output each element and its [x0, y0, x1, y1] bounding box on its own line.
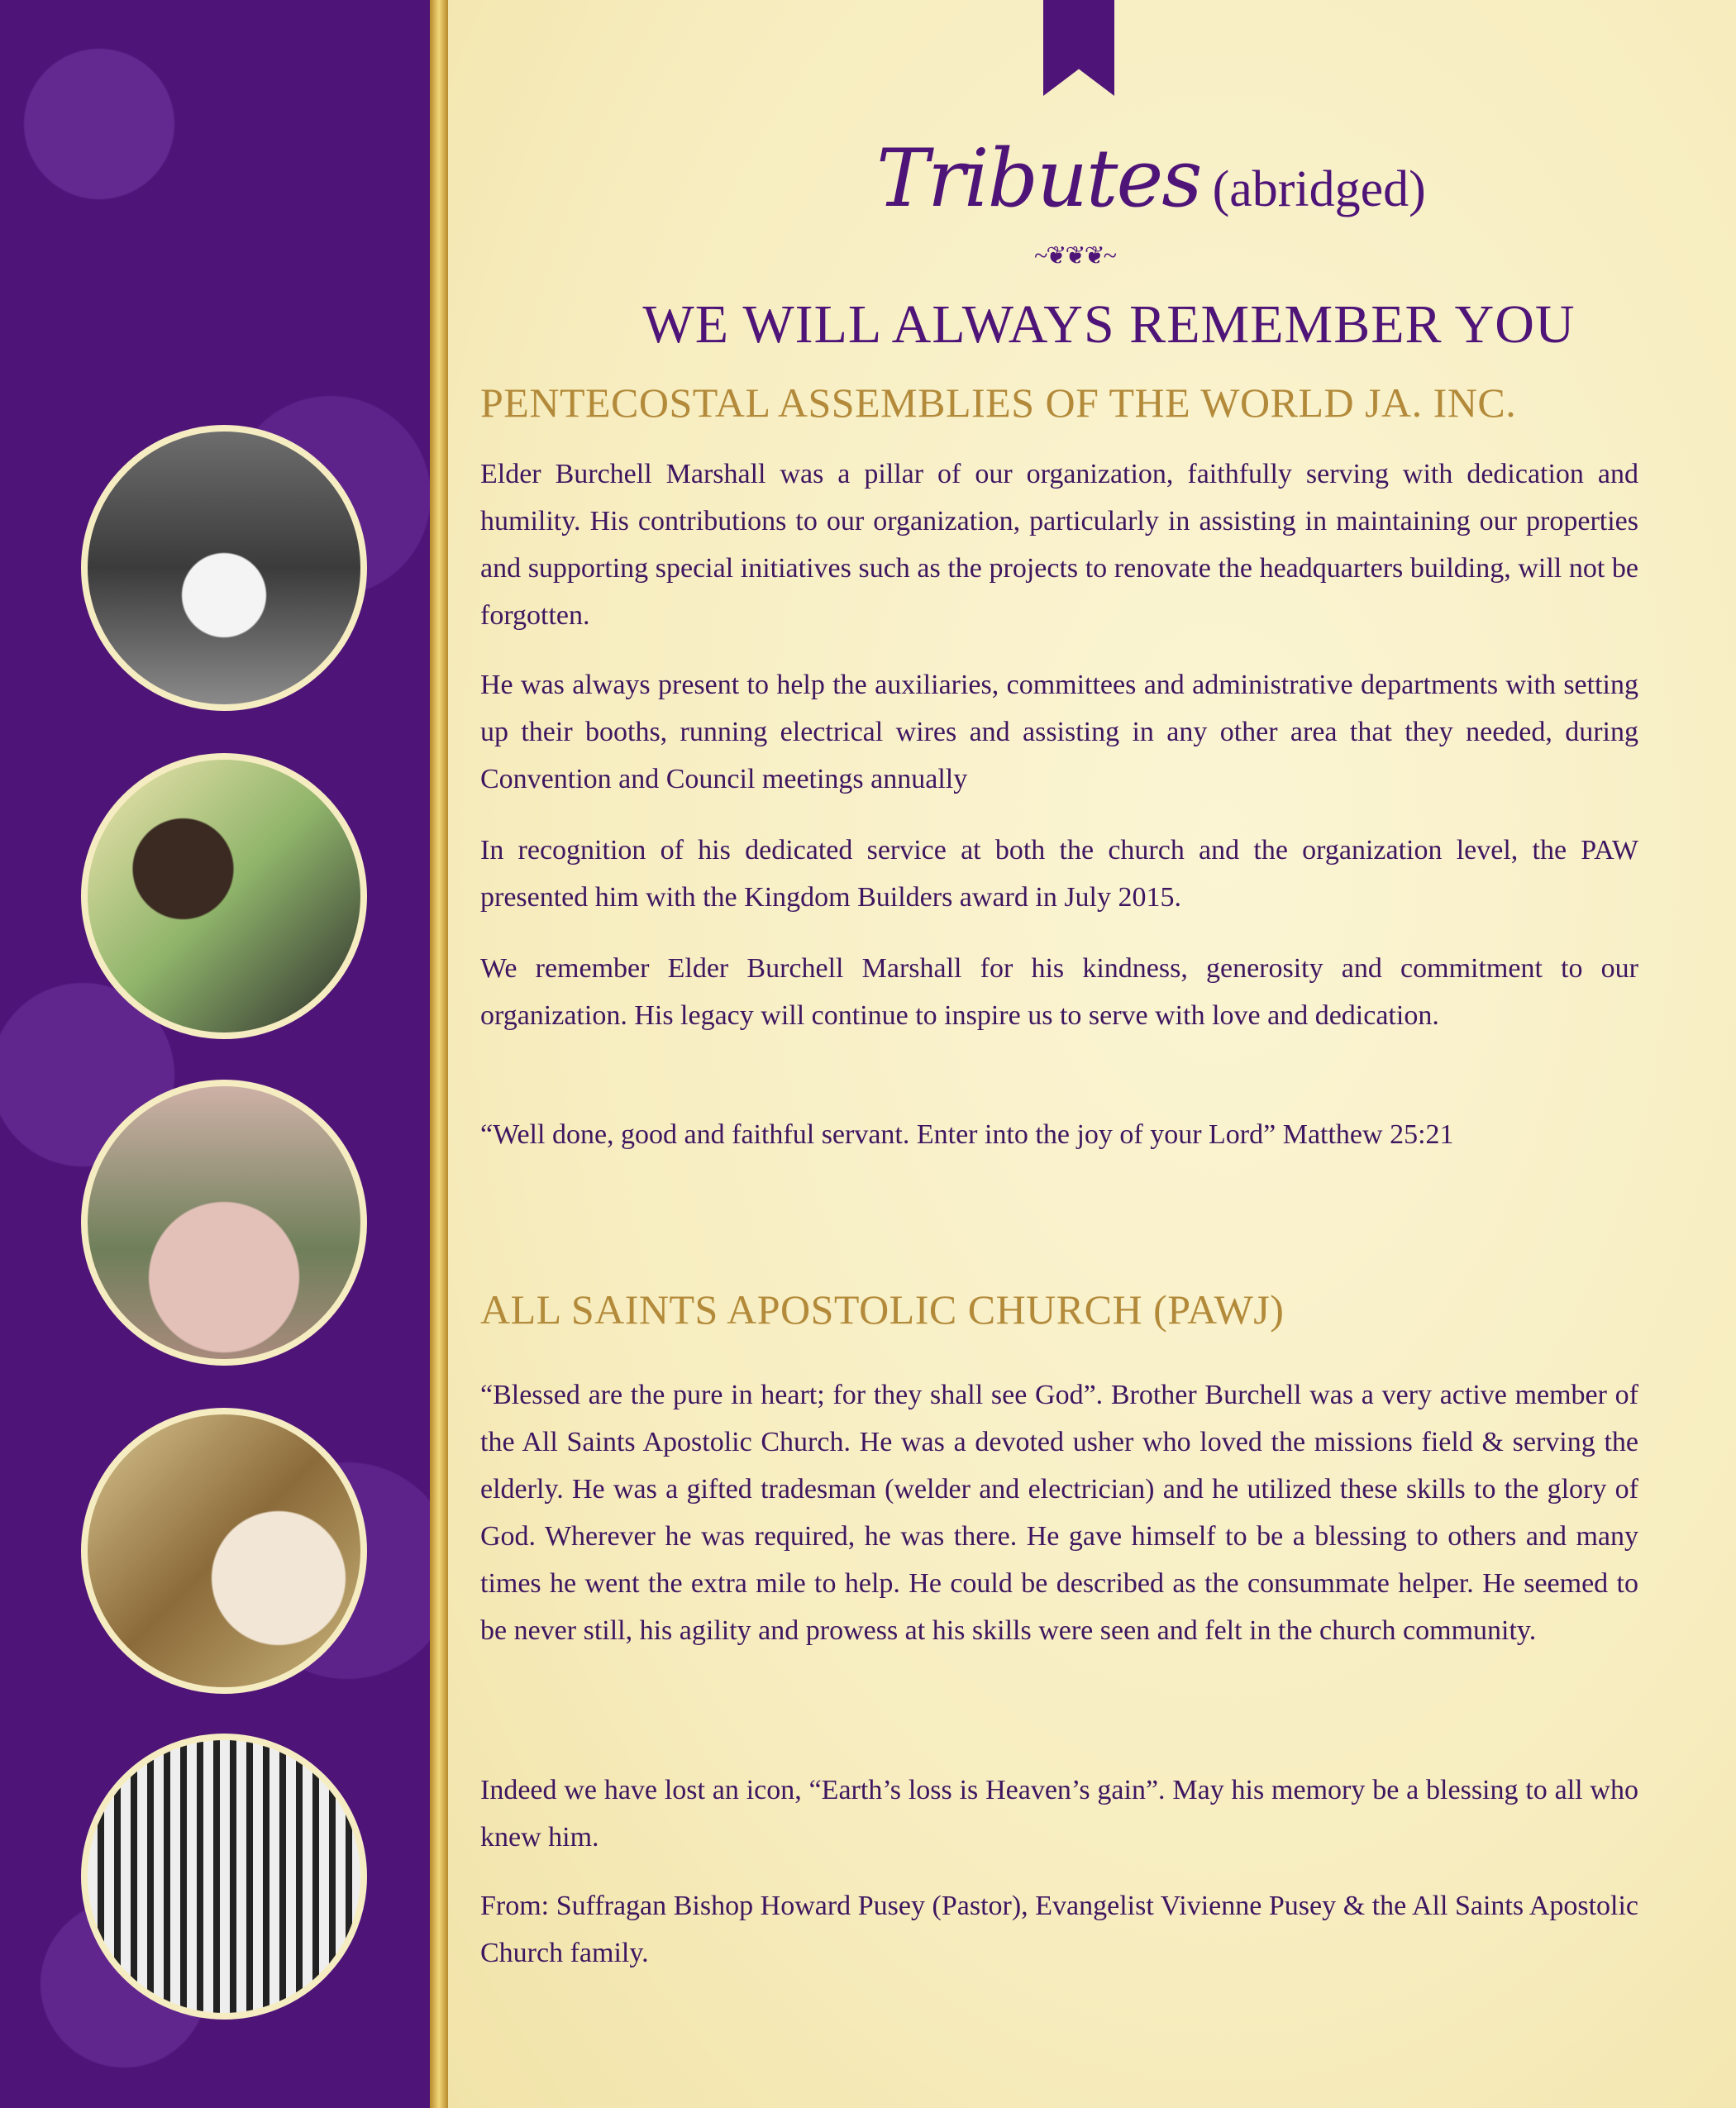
- scripture-quote: “Well done, good and faithful servant. Enter into the joy of your Lord” Matthew 25:21: [480, 1119, 1454, 1150]
- gold-divider: [430, 0, 448, 2108]
- paragraph: We remember Elder Burchell Marshall for his kindness, generosity and commitment to our organization. His legacy will continue to inspire us to serve with love and dedication.: [480, 953, 1638, 1031]
- ornament-divider: ~❦❦❦~: [1034, 242, 1115, 269]
- photo-seated-man: [81, 1734, 367, 2020]
- section-heading-all-saints: ALL SAINTS APOSTOLIC CHURCH (PAWJ): [480, 1286, 1285, 1333]
- headline: WE WILL ALWAYS REMEMBER YOU: [642, 294, 1576, 355]
- photo-portrait-suit: [81, 1080, 367, 1366]
- photo-award-presentation: [81, 753, 367, 1039]
- paragraph: In recognition of his dedicated service at both the church and the organization level, the PAW presented him with the Kingdom Builders award in July 2015.: [480, 835, 1638, 913]
- paragraph: Indeed we have lost an icon, “Earth’s loss is Heaven’s gain”. May his memory be a blessing to all who knew him.: [480, 1775, 1638, 1853]
- page-title: [876, 132, 1426, 225]
- paragraph: “Blessed are the pure in heart; for they shall see God”. Brother Burchell was a very active member of the All Saints Apostolic Church. He was a devoted usher who loved the missions field & serving the elderly. He was a gifted tradesman (welder and electrician) and he utilized these skills to the glory of God. Wherever he was required, he was there. He gave himself to be a blessing to others and many times he went the extra mile to help. He could be described as the consummate helper. He seemed to be never still, his agility and prowess at his skills were seen and felt in the church community.: [480, 1380, 1638, 1646]
- photo-group-ceremony: [81, 425, 367, 711]
- signature-from: From: Suffragan Bishop Howard Pusey (Pastor), Evangelist Vivienne Pusey & the All Saints Apostolic Church family.: [480, 1891, 1638, 1968]
- section-heading-paw: PENTECOSTAL ASSEMBLIES OF THE WORLD JA. INC.: [480, 379, 1517, 426]
- photo-couple: [81, 1408, 367, 1694]
- title-script: Tributes: [876, 132, 1201, 225]
- paragraph: He was always present to help the auxiliaries, committees and administrative departments with setting up their booths, running electrical wires and assisting in any other area that they needed, during Convention and Council meetings annually: [480, 670, 1638, 794]
- title-suffix: (abridged): [1212, 161, 1426, 217]
- paragraph: Elder Burchell Marshall was a pillar of our organization, faithfully serving with dedication and humility. His contributions to our organization, particularly in assisting in maintaining our properties and supporting special initiatives such as the projects to renovate the headquarters building, will not be forgotten.: [480, 459, 1638, 631]
